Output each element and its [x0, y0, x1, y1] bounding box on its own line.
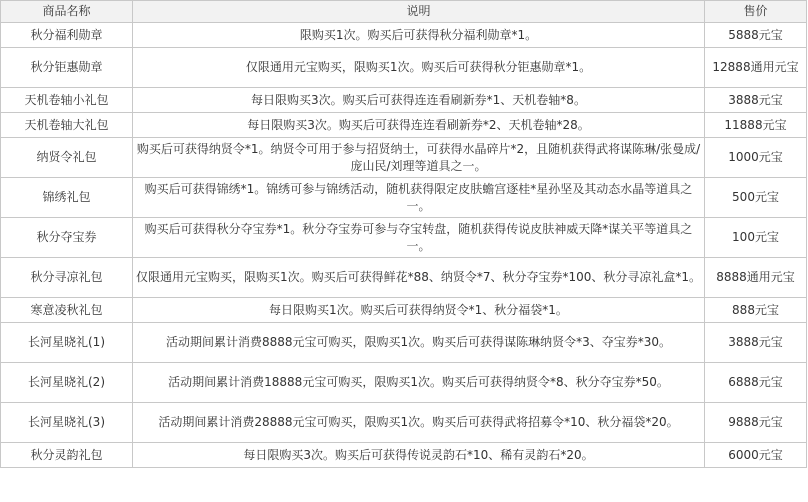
- item-desc: 购买后可获得秋分夺宝券*1。秋分夺宝券可参与夺宝转盘，随机获得传说皮肤神威天降*谋关平等道具之一。: [133, 218, 705, 258]
- item-desc: 仅限通用元宝购买，限购买1次。购买后可获得鲜花*88、纳贤令*7、秋分夺宝券*100、秋分寻凉礼盒*1。: [133, 258, 705, 298]
- table-row: [1, 258, 807, 298]
- item-desc: 限购买1次。购买后可获得秋分福利勋章*1。: [133, 23, 705, 48]
- table-row: [1, 48, 807, 88]
- item-price: 1000元宝: [705, 138, 807, 178]
- table-row: [1, 323, 807, 363]
- item-name: 长河星晓礼(2): [1, 363, 133, 403]
- table-row: [1, 88, 807, 113]
- item-name: 秋分钜惠勋章: [1, 48, 133, 88]
- header-name: 商品名称: [1, 1, 133, 23]
- item-name: 寒意凌秋礼包: [1, 298, 133, 323]
- item-name: 天机卷轴小礼包: [1, 88, 133, 113]
- item-name: 秋分福利勋章: [1, 23, 133, 48]
- table-row: [1, 298, 807, 323]
- header-price: 售价: [705, 1, 807, 23]
- item-name: 长河星晓礼(1): [1, 323, 133, 363]
- item-price: 8888通用元宝: [705, 258, 807, 298]
- item-desc: 每日限购买3次。购买后可获得连连看刷新券*2、天机卷轴*28。: [133, 113, 705, 138]
- item-desc: 活动期间累计消费28888元宝可购买，限购买1次。购买后可获得武将招募令*10、秋分福袋*20。: [133, 403, 705, 443]
- item-name: 秋分夺宝券: [1, 218, 133, 258]
- table-row: [1, 178, 807, 218]
- item-price: 6888元宝: [705, 363, 807, 403]
- item-desc: 每日限购买3次。购买后可获得传说灵韵石*10、稀有灵韵石*20。: [133, 443, 705, 468]
- table-row: [1, 403, 807, 443]
- item-price: 100元宝: [705, 218, 807, 258]
- item-name: 秋分寻凉礼包: [1, 258, 133, 298]
- table-row: [1, 443, 807, 468]
- item-price: 11888元宝: [705, 113, 807, 138]
- item-price: 500元宝: [705, 178, 807, 218]
- header-desc: 说明: [133, 1, 705, 23]
- table-row: [1, 138, 807, 178]
- item-name: 纳贤令礼包: [1, 138, 133, 178]
- table-row: [1, 113, 807, 138]
- item-desc: 活动期间累计消费8888元宝可购买，限购买1次。购买后可获得谋陈琳纳贤令*3、夺宝券*30。: [133, 323, 705, 363]
- table-row: [1, 23, 807, 48]
- item-name: 长河星晓礼(3): [1, 403, 133, 443]
- item-desc: 每日限购买1次。购买后可获得纳贤令*1、秋分福袋*1。: [133, 298, 705, 323]
- item-name: 秋分灵韵礼包: [1, 443, 133, 468]
- item-price: 3888元宝: [705, 88, 807, 113]
- item-name: 锦绣礼包: [1, 178, 133, 218]
- item-price: 888元宝: [705, 298, 807, 323]
- item-desc: 仅限通用元宝购买，限购买1次。购买后可获得秋分钜惠勋章*1。: [133, 48, 705, 88]
- item-name: 天机卷轴大礼包: [1, 113, 133, 138]
- table-row: [1, 363, 807, 403]
- item-price: 12888通用元宝: [705, 48, 807, 88]
- item-price: 5888元宝: [705, 23, 807, 48]
- item-price: 6000元宝: [705, 443, 807, 468]
- table-row: [1, 218, 807, 258]
- item-desc: 活动期间累计消费18888元宝可购买，限购买1次。购买后可获得纳贤令*8、秋分夺宝券*50。: [133, 363, 705, 403]
- item-price: 3888元宝: [705, 323, 807, 363]
- item-desc: 购买后可获得锦绣*1。锦绣可参与锦绣活动，随机获得限定皮肤蟾宫逐桂*星孙坚及其动态水晶等道具之一。: [133, 178, 705, 218]
- table-header-row: [1, 1, 807, 23]
- item-desc: 购买后可获得纳贤令*1。纳贤令可用于参与招贤纳士，可获得水晶碎片*2，且随机获得武将谋陈琳/张曼成/庞山民/刘理等道具之一。: [133, 138, 705, 178]
- item-desc: 每日限购买3次。购买后可获得连连看刷新券*1、天机卷轴*8。: [133, 88, 705, 113]
- item-price: 9888元宝: [705, 403, 807, 443]
